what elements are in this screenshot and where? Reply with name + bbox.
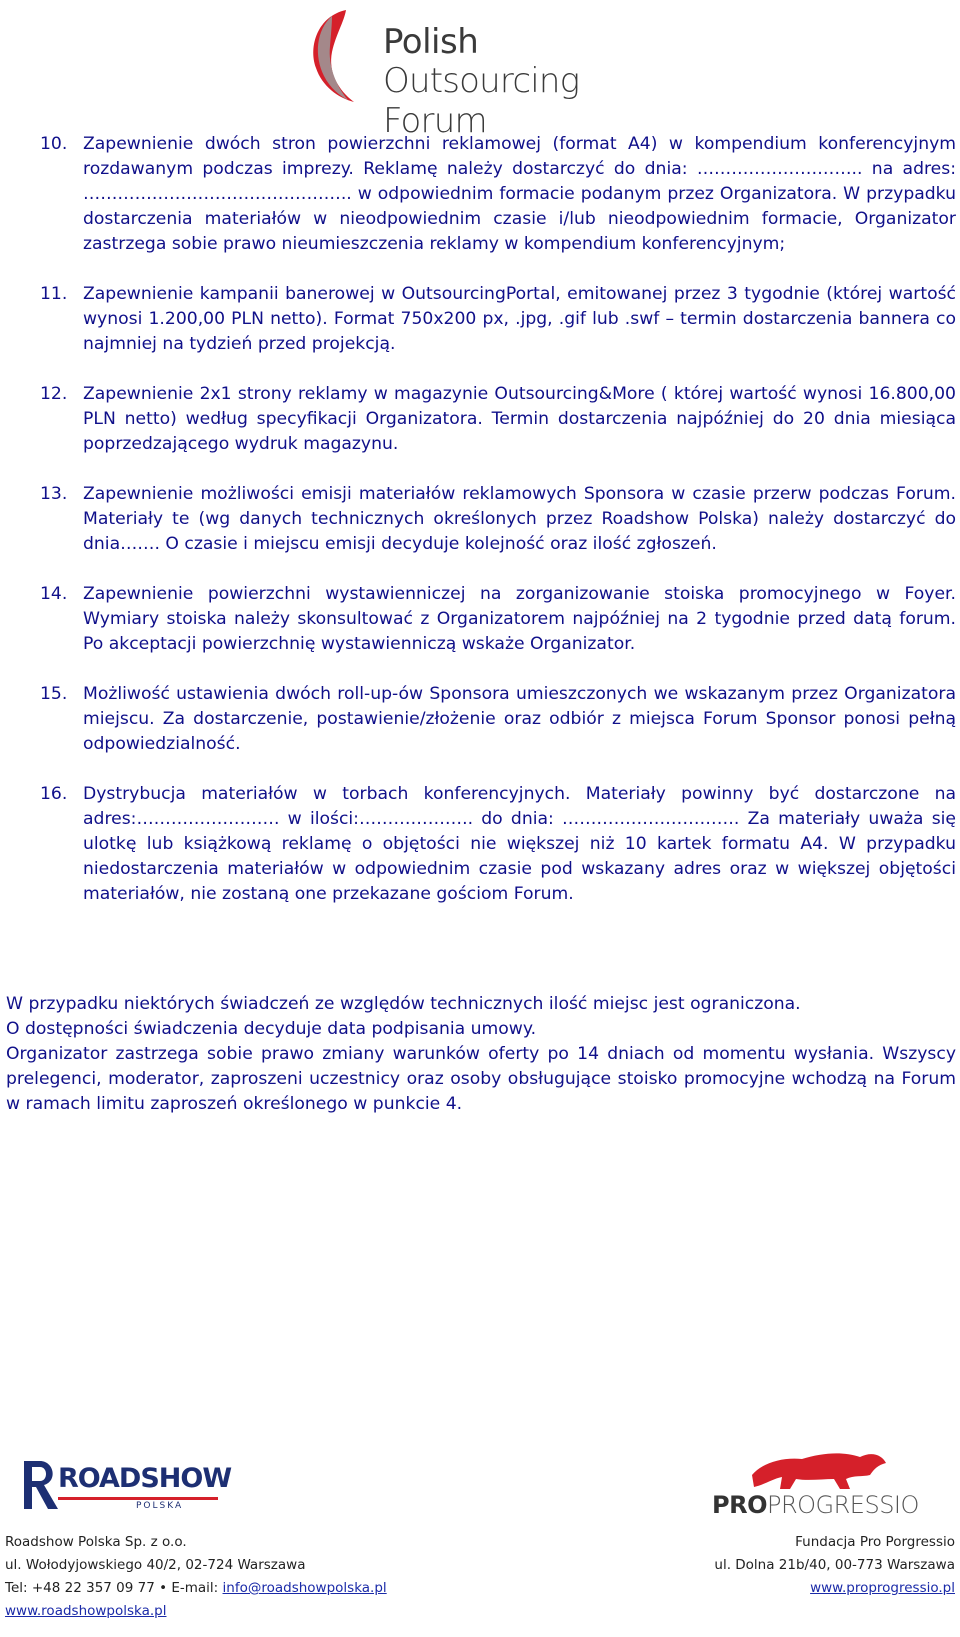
roadshow-underline — [58, 1497, 218, 1500]
pro-text: PRO — [712, 1491, 767, 1519]
roadshow-address: ul. Wołodyjowskiego 40/2, 02-724 Warszawa — [5, 1557, 306, 1573]
polish-outsourcing-forum-logo — [288, 6, 688, 141]
item-number: 14. — [40, 584, 68, 604]
list-item — [40, 582, 956, 657]
forum-logo-swirl-icon — [288, 6, 378, 106]
proprogressio-logo — [712, 1445, 930, 1527]
proprogressio-company-name: Fundacja Pro Porgressio — [795, 1534, 955, 1550]
roadshow-website-link[interactable]: www.roadshowpolska.pl — [5, 1603, 167, 1619]
roadshow-contact-line — [5, 1577, 525, 1600]
list-item — [40, 132, 956, 257]
item-text: Zapewnienie dwóch stron powierzchni reklamowej (format A4) w kompendium konferencyjnym rozdawanym podczas imprezy. Reklamę należy dostarczyć do dnia: ……………………….. na adres: ……………………………………….. w odpowiednim formacie podanym przez Organizatora. W przypadku dostarczenia materiałów w nieodpowiednim czasie i/lub nieodpowiednim formacie, Organizator zastrzega sobie prawo nieumieszczenia reklamy w kompendium konferencyjnym; — [83, 134, 956, 254]
item-number: 11. — [40, 284, 68, 304]
list-item — [40, 782, 956, 907]
roadshow-phone: Tel: +48 22 357 09 77 • E-mail: — [5, 1580, 223, 1596]
roadshow-polska-logo — [18, 1455, 232, 1525]
roadshow-company-name: Roadshow Polska Sp. z o.o. — [5, 1534, 187, 1550]
item-text: Dystrybucja materiałów w torbach konferencyjnych. Materiały powinny być dostarczone na adres:……………………. w ilości:……………….. do dnia: …………………………. Za materiały uważa się ulotkę lub książkową reklamę o objętości nie większej niż 10 kartek formatu A4. W przypadku niedostarczenia materiałów w odpowiednim czasie pod wskazany adres oraz w większej objętości materiałów, nie zostaną one przekazane gościom Forum. — [83, 784, 956, 904]
logo-line-1: Polish — [383, 22, 479, 62]
item-text: Zapewnienie powierzchni wystawienniczej na zorganizowanie stoiska promocyjnego w Foyer. Wymiary stoiska należy skonsultować z Organizatorem najpóźniej na 2 tygodnie przed datą forum. Po akceptacji powierzchnię wystawienniczą wskaże Organizator. — [83, 584, 956, 654]
tiger-icon — [742, 1445, 892, 1491]
item-number: 10. — [40, 134, 68, 154]
item-number: 13. — [40, 484, 68, 504]
item-number: 12. — [40, 384, 68, 404]
terms-notes — [6, 992, 956, 1117]
item-number: 15. — [40, 684, 68, 704]
list-item — [40, 682, 956, 757]
note-paragraph: W przypadku niektórych świadczeń ze względów technicznych ilość miejsc jest ograniczona. — [6, 994, 801, 1014]
note-paragraph: Organizator zastrzega sobie prawo zmiany warunków oferty po 14 dniach od momentu wysłania. Wszyscy prelegenci, moderator, zaproszeni uczestnicy oraz osoby obsługujące stoisko promocyjne wchodzą na Forum w ramach limitu zaproszeń określonego w punkcie 4. — [6, 1044, 956, 1114]
item-text: Zapewnienie możliwości emisji materiałów reklamowych Sponsora w czasie przerw podczas Forum. Materiały te (wg danych technicznych określonych przez Roadshow Polska) należy dostarczyć do dnia……. O czasie i miejscu emisji decyduje kolejność oraz ilość zgłoszeń. — [83, 484, 956, 554]
list-item — [40, 282, 956, 357]
proprogressio-logo-text — [712, 1491, 919, 1519]
note-paragraph: O dostępności świadczenia decyduje data podpisania umowy. — [6, 1019, 537, 1039]
list-item — [40, 482, 956, 557]
item-number: 16. — [40, 784, 68, 804]
item-text: Zapewnienie 2x1 strony reklamy w magazynie Outsourcing&More ( której wartość wynosi 16.800,00 PLN netto) według specyfikacji Organizatora. Termin dostarczenia najpóźniej do 20 dnia miesiąca poprzedzającego wydruk magazynu. — [83, 384, 956, 454]
proprogressio-website-link[interactable]: www.proprogressio.pl — [810, 1580, 955, 1596]
proprogressio-address: ul. Dolna 21b/40, 00-773 Warszawa — [714, 1557, 955, 1573]
progressio-text: PROGRESSIO — [766, 1491, 919, 1519]
item-text: Możliwość ustawienia dwóch roll-up-ów Sponsora umieszczonych we wskazanym przez Organizatora miejscu. Za dostarczenie, postawienie/złożenie oraz odbiór z miejsca Forum Sponsor ponosi pełną odpowiedzialność. — [83, 684, 956, 754]
proprogressio-contact — [535, 1531, 955, 1600]
roadshow-email-link[interactable]: info@roadshowpolska.pl — [222, 1580, 387, 1596]
list-item — [40, 382, 956, 457]
roadshow-contact — [5, 1531, 525, 1623]
item-text: Zapewnienie kampanii banerowej w OutsourcingPortal, emitowanej przez 3 tygodnie (której wartość wynosi 1.200,00 PLN netto). Format 750x200 px, .jpg, .gif lub .swf – termin dostarczenia bannera co najmniej na tydzień przed projekcją. — [83, 284, 956, 354]
roadshow-logo-text: ROADSHOW — [58, 1463, 232, 1494]
benefits-list — [40, 132, 956, 932]
logo-line-2: Outsourcing Forum — [383, 61, 580, 141]
roadshow-logo-sub: POLSKA — [136, 1501, 184, 1511]
